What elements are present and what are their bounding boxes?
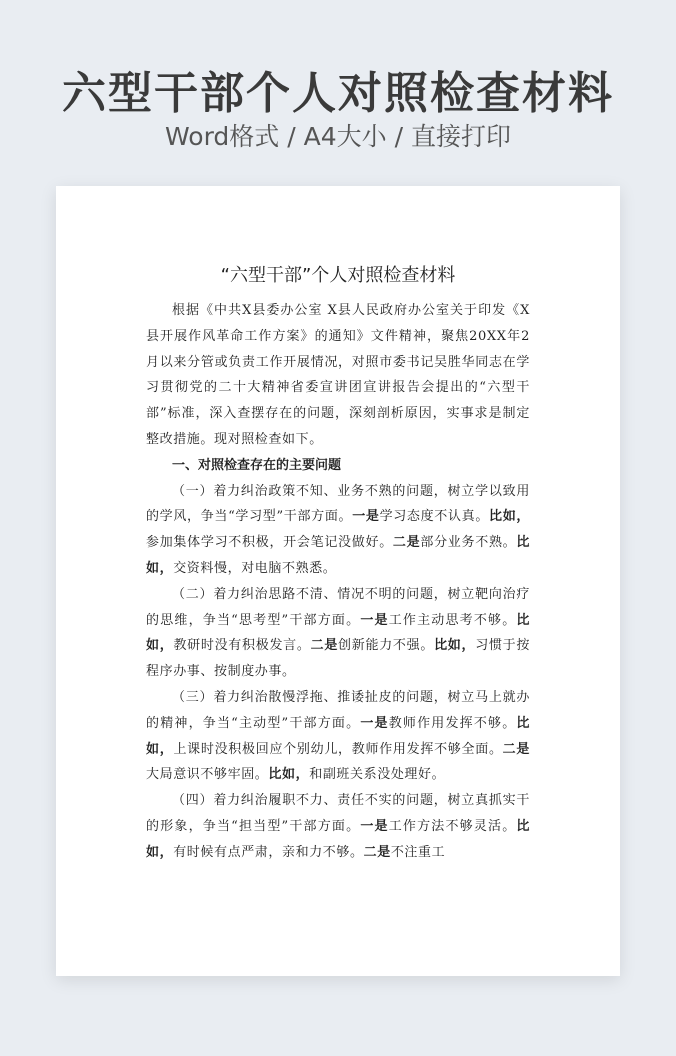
problem-paragraph-4 bbox=[146, 788, 530, 865]
problem-paragraph-3 bbox=[146, 685, 530, 788]
document-title: “六型干部”个人对照检查材料 bbox=[220, 265, 456, 286]
paragraph-text: 部分业务不熟。 bbox=[420, 535, 517, 551]
keyword: 一是 bbox=[352, 509, 380, 525]
keyword: 二是 bbox=[310, 638, 339, 654]
paragraph-lead: （二）着力纠治思路不清、情况不明的问题，树立靶向治疗的思维，争当“思考型”干部方面。 bbox=[146, 586, 530, 628]
paragraph-text: 教研时没有积极发言。 bbox=[173, 638, 311, 654]
paragraph-lead: （四）着力纠治履职不力、责任不实的问题，树立真抓实干的形象，争当“担当型”干部方面。 bbox=[146, 793, 530, 834]
banner-title: 六型干部个人对照检查材料 bbox=[62, 68, 614, 119]
banner-subtitle: Word格式 / A4大小 / 直接打印 bbox=[165, 122, 511, 151]
paragraph-lead: （三）着力纠治散慢浮拖、推诿扯皮的问题，树立马上就办的精神，争当“主动型”干部方面。 bbox=[146, 689, 530, 731]
keyword: 一是 bbox=[360, 612, 389, 628]
paragraph-text: 教师作用发挥不够。 bbox=[388, 715, 517, 731]
keyword: 比如， bbox=[146, 818, 531, 860]
keyword: 二是 bbox=[392, 535, 421, 551]
paragraph-text: 有时候有点严肃，亲和力不够。 bbox=[173, 844, 364, 860]
keyword: 一是 bbox=[360, 715, 389, 731]
problem-paragraph-1 bbox=[146, 479, 530, 582]
paragraph-text: 交资料慢，对电脑不熟悉。 bbox=[173, 560, 337, 576]
intro-paragraph: 根据《中共X县委办公室 X县人民政府办公室关于印发《X县开展作风革命工作方案》的通知》文件精神，聚焦20XX年2月以来分管或负责工作开展情况，对照市委书记吴胜华同志在学习贯彻党的二十大精神省委宣讲团宣讲报告会提出的“六型干部”标准，深入查摆存在的问题，深刻剖析原因，实事求是制定整改措施。现对照检查如下。 bbox=[146, 303, 530, 447]
keyword: 比如， bbox=[146, 715, 531, 757]
paragraph-text: 上课时没积极回应个别幼儿，教师作用发挥不够全面。 bbox=[173, 741, 503, 757]
paragraph-lead: （一）着力纠治政策不知、业务不熟的问题，树立学以致用的学风，争当“学习型”干部方面。 bbox=[146, 483, 530, 525]
document-page bbox=[56, 186, 620, 976]
keyword: 比如， bbox=[146, 612, 531, 654]
banner-header bbox=[0, 0, 676, 170]
paragraph-text: 工作主动思考不够。 bbox=[388, 612, 517, 628]
keyword: 比如， bbox=[434, 638, 476, 654]
keyword: 比如， bbox=[489, 509, 530, 525]
keyword: 一是 bbox=[360, 818, 389, 834]
keyword: 二是 bbox=[363, 844, 391, 860]
paragraph-text: 不注重工 bbox=[390, 844, 446, 860]
paragraph-text: 和副班关系没处理好。 bbox=[309, 767, 446, 783]
keyword: 比如， bbox=[268, 767, 310, 783]
section-heading: 一、对照检查存在的主要问题 bbox=[172, 457, 342, 473]
document-body bbox=[146, 264, 530, 866]
paragraph-text: 创新能力不强。 bbox=[338, 638, 435, 654]
paragraph-text: 习惯于按程序办事、按制度办事。 bbox=[146, 638, 530, 680]
paragraph-text: 大局意识不够牢固。 bbox=[146, 767, 269, 783]
problem-paragraph-2 bbox=[146, 582, 530, 685]
paragraph-text: 参加集体学习不积极，开会笔记没做好。 bbox=[146, 535, 393, 551]
keyword: 比如， bbox=[146, 535, 530, 576]
keyword: 二是 bbox=[502, 741, 530, 757]
paragraph-text: 工作方法不够灵活。 bbox=[388, 818, 517, 834]
paragraph-text: 学习态度不认真。 bbox=[379, 509, 490, 525]
